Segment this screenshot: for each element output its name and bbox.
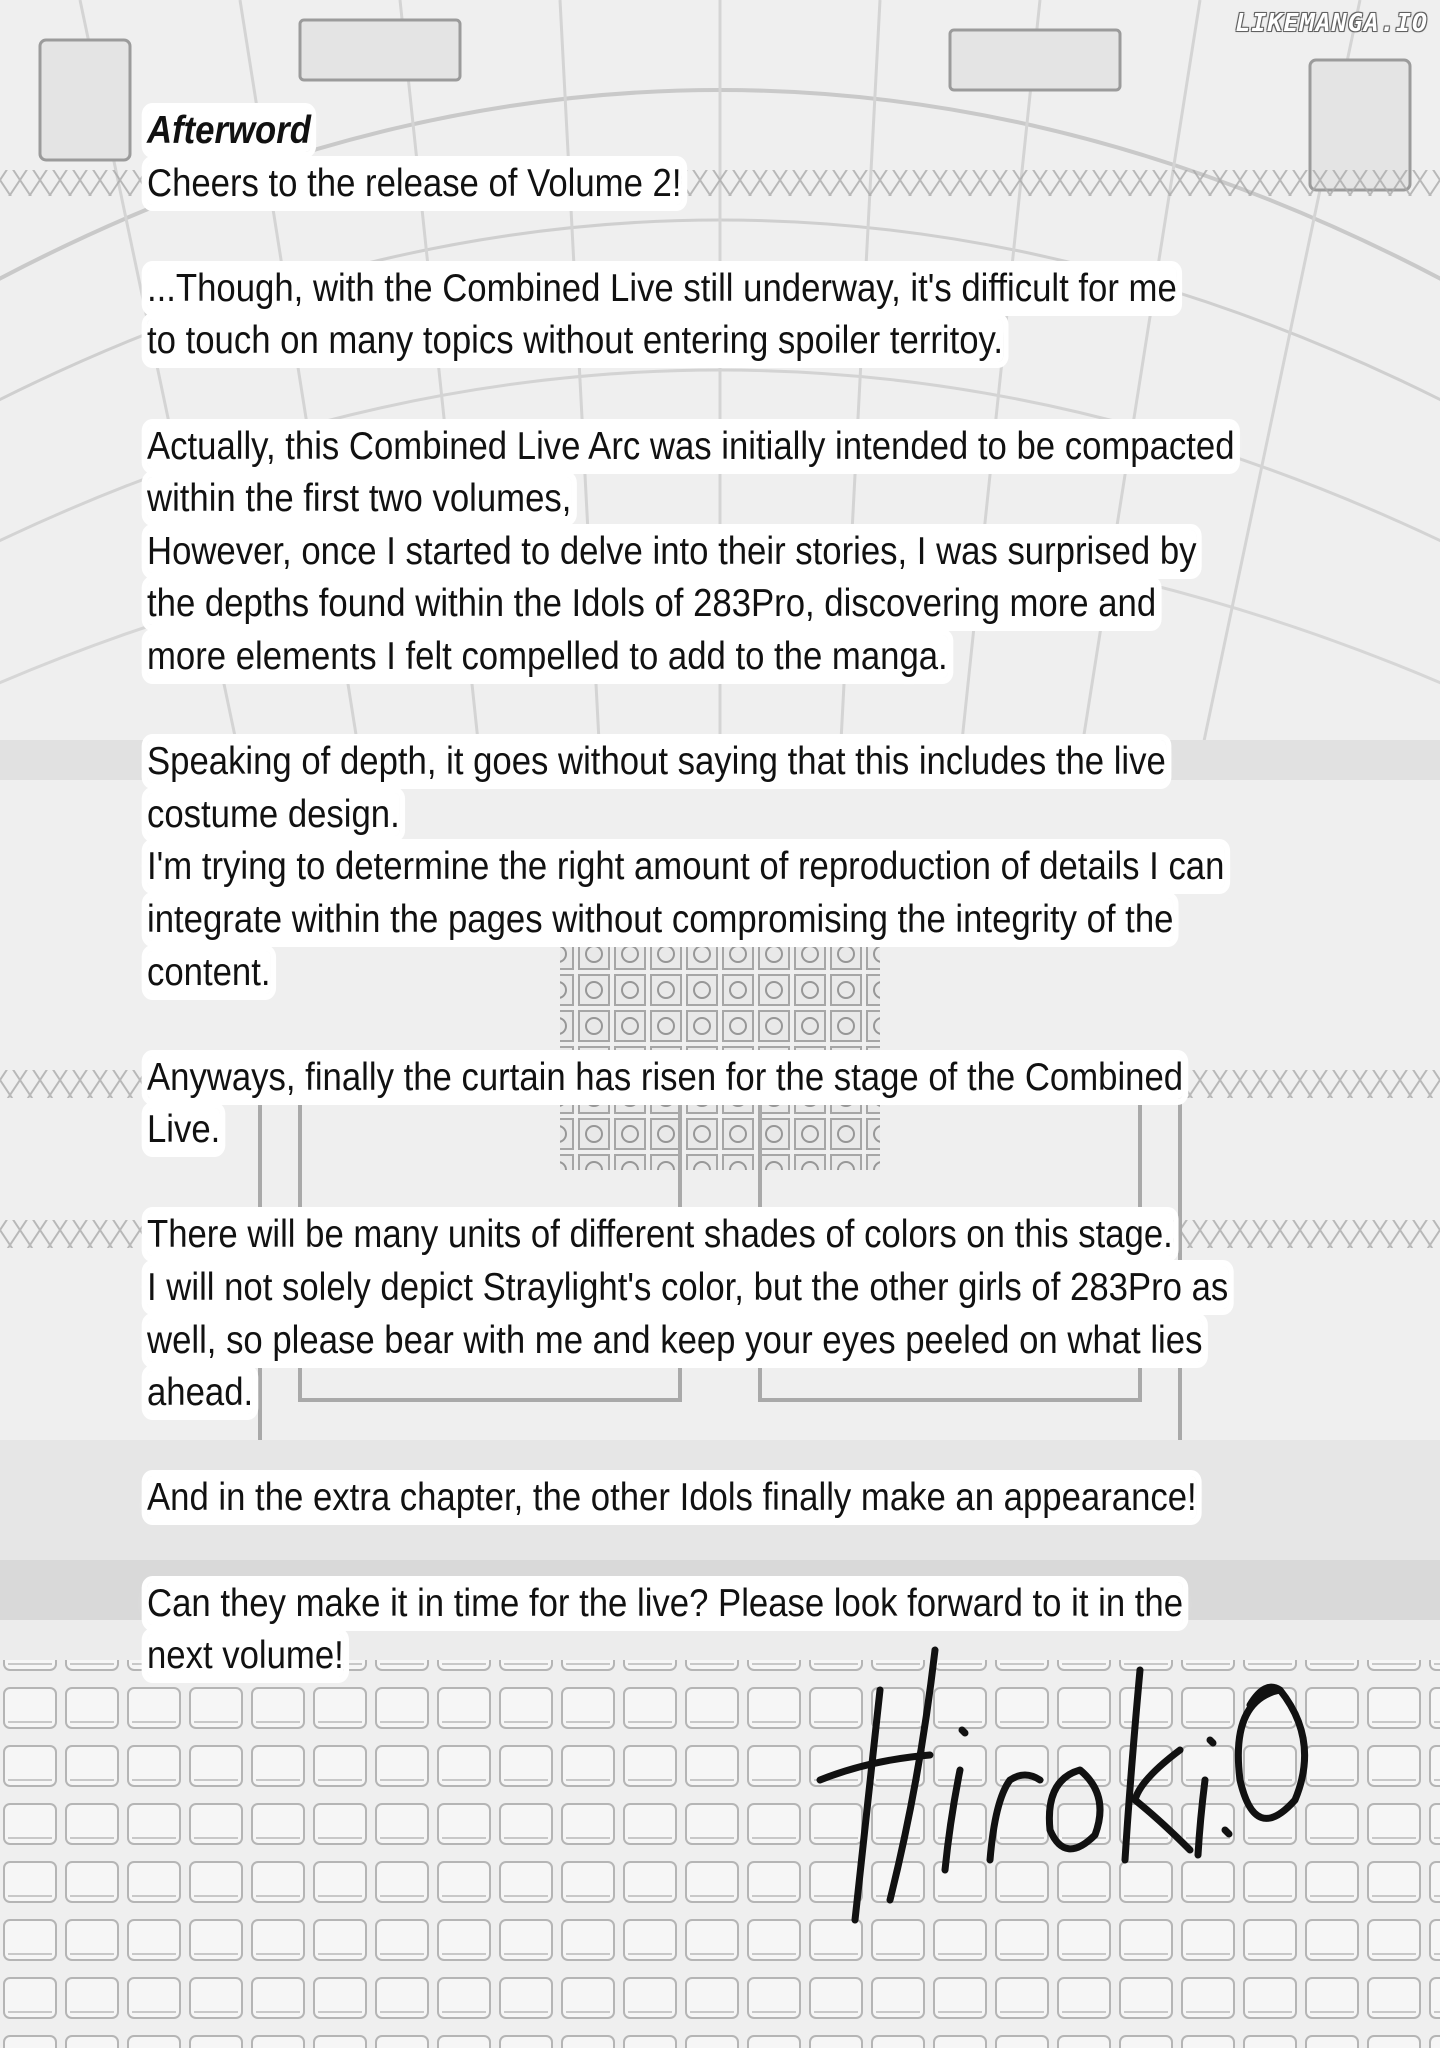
afterword-line: [147, 1525, 1224, 1578]
afterword-line: integrate within the pages without compromising the integrity of the: [147, 897, 1174, 941]
afterword-line: There will be many units of different shades of colors on this stage.: [147, 1213, 1173, 1257]
afterword-line: more elements I felt compelled to add to the manga.: [147, 634, 948, 678]
afterword-line: [147, 368, 1224, 421]
afterword-line: [147, 1157, 1224, 1210]
afterword-body: [147, 158, 1357, 1683]
afterword-line: [147, 999, 1224, 1052]
afterword-line: Live.: [147, 1108, 221, 1152]
afterword-line: the depths found within the Idols of 283Pro, discovering more and: [147, 582, 1157, 626]
afterword-line: Actually, this Combined Live Arc was initially intended to be compacted: [147, 424, 1235, 468]
afterword-line: ...Though, with the Combined Live still underway, it's difficult for me: [147, 266, 1177, 310]
afterword-line: Anyways, finally the curtain has risen for the stage of the Combined: [147, 1055, 1184, 1099]
afterword-title: Afterword: [147, 109, 311, 152]
afterword-line: ahead.: [147, 1371, 254, 1415]
afterword-line: [147, 1420, 1224, 1473]
afterword-line: to touch on many topics without entering spoiler territoy.: [147, 319, 1003, 363]
afterword-line: Speaking of depth, it goes without saying that this includes the live: [147, 740, 1166, 784]
afterword-line: I will not solely depict Straylight's color, but the other girls of 283Pro as: [147, 1266, 1229, 1310]
afterword-line: content.: [147, 950, 271, 994]
afterword-line: well, so please bear with me and keep your eyes peeled on what lies: [147, 1318, 1203, 1362]
afterword-line: Cheers to the release of Volume 2!: [147, 161, 682, 205]
afterword-line: within the first two volumes,: [147, 477, 572, 521]
afterword-line: costume design.: [147, 792, 400, 836]
author-signature: [810, 1630, 1330, 1930]
site-watermark: LIKEMANGA.IO: [1235, 8, 1428, 37]
afterword-line: I'm trying to determine the right amount of reproduction of details I can: [147, 845, 1225, 889]
afterword-line: Can they make it in time for the live? Please look forward to it in the: [147, 1581, 1184, 1625]
afterword-text-block: [147, 105, 1357, 1683]
afterword-line: [147, 684, 1224, 737]
afterword-line: And in the extra chapter, the other Idols finally make an appearance!: [147, 1476, 1197, 1520]
afterword-line: However, once I started to delve into their stories, I was surprised by: [147, 529, 1197, 573]
afterword-line: next volume!: [147, 1634, 344, 1678]
afterword-line: [147, 210, 1224, 263]
